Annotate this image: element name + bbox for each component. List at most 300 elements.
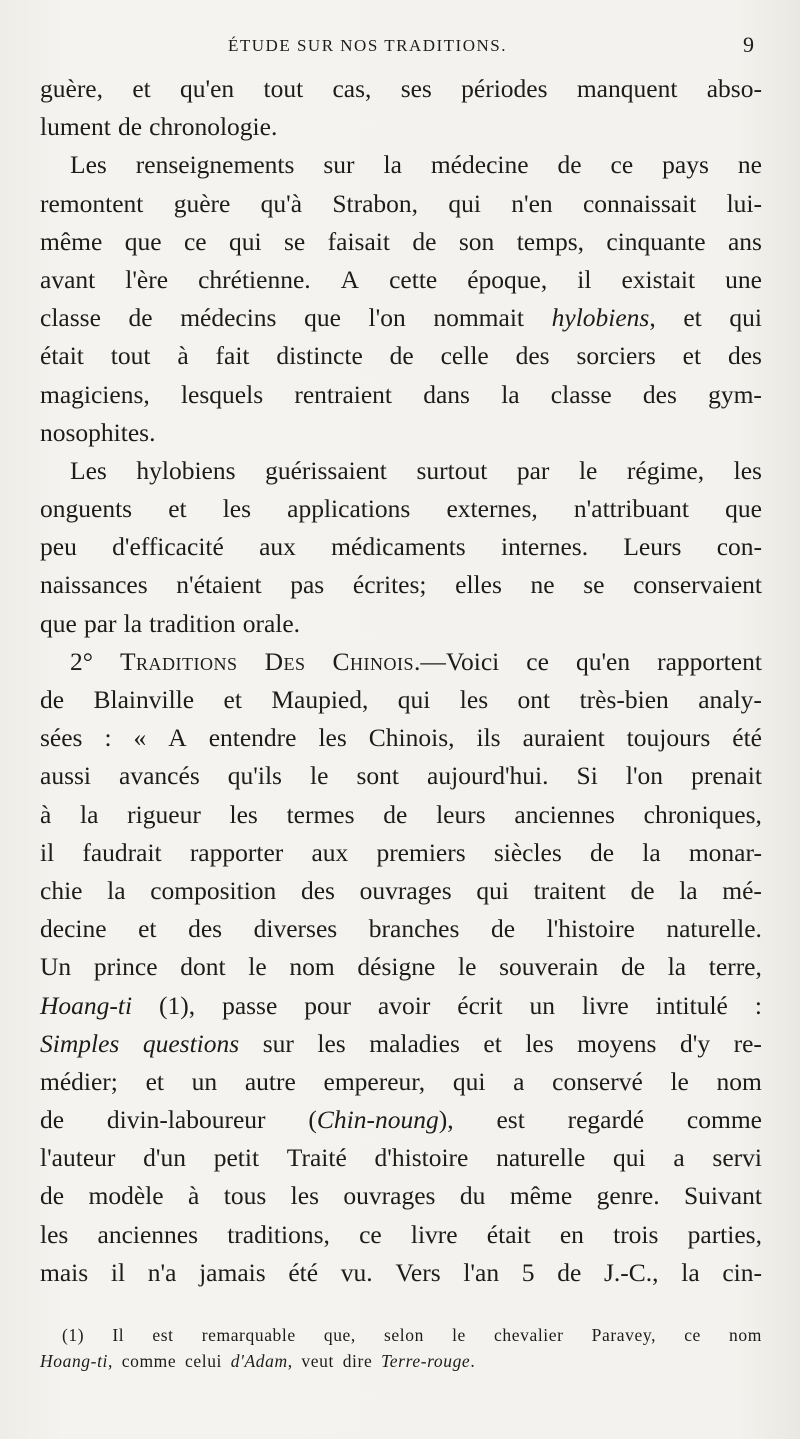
word: Terre-rouge. xyxy=(381,1351,476,1371)
word: de xyxy=(383,799,408,829)
word: qu'en xyxy=(575,646,631,676)
word: qui xyxy=(397,685,431,714)
word: A xyxy=(168,723,187,753)
word: comme xyxy=(686,1105,762,1135)
word: livre xyxy=(581,990,629,1020)
word: Suivant xyxy=(684,1181,762,1211)
word: souverain xyxy=(499,952,599,982)
word: classe xyxy=(40,303,101,333)
word: la xyxy=(681,1257,700,1287)
word: sorciers xyxy=(576,341,656,371)
word: la xyxy=(679,875,698,905)
word: servi xyxy=(712,1143,762,1173)
word: ce xyxy=(183,226,207,256)
word: qui xyxy=(229,226,262,256)
word: la xyxy=(642,837,661,867)
word: de xyxy=(620,952,646,982)
word: traitent xyxy=(533,875,606,905)
word: cas, xyxy=(332,74,372,103)
word: n'étaient xyxy=(176,570,262,600)
word: mais xyxy=(40,1257,89,1287)
word: dont xyxy=(180,952,226,982)
text-line xyxy=(40,108,762,146)
word: surtout xyxy=(416,455,488,485)
word: de xyxy=(630,875,655,905)
word: premiers xyxy=(376,837,466,867)
page-number: 9 xyxy=(743,32,754,57)
word: hylobiens, xyxy=(551,303,656,333)
word: les xyxy=(525,1028,554,1058)
word: aussi xyxy=(40,761,91,791)
text-line xyxy=(40,1063,762,1101)
word: de xyxy=(389,341,414,371)
word: branches xyxy=(368,914,460,944)
text-line xyxy=(40,337,762,375)
word: un xyxy=(191,1066,218,1096)
text-line xyxy=(40,1177,762,1215)
word: des xyxy=(642,379,677,409)
word: anciennes xyxy=(97,1219,199,1249)
word: tout xyxy=(263,74,304,103)
footnote xyxy=(40,1322,762,1374)
word: ce xyxy=(610,150,634,180)
word: trois xyxy=(613,1219,659,1249)
word: peu xyxy=(40,532,77,562)
word: internes. xyxy=(500,532,589,562)
text-line xyxy=(40,1025,762,1063)
word: faudrait xyxy=(82,837,162,867)
word: monar- xyxy=(688,837,762,867)
word: que, xyxy=(323,1325,356,1345)
word: les xyxy=(317,1028,346,1058)
word: une xyxy=(725,264,762,294)
word: ne xyxy=(737,150,762,180)
word: par xyxy=(516,455,550,485)
word: en xyxy=(559,1219,584,1249)
word: nom xyxy=(289,952,335,982)
word: naturelle. xyxy=(666,914,762,944)
word: des xyxy=(727,341,762,371)
word: decine xyxy=(40,914,107,944)
word: que xyxy=(304,303,341,333)
word: terre, xyxy=(708,952,762,982)
word: toujours xyxy=(626,723,711,753)
word: aux xyxy=(311,837,349,867)
word: est xyxy=(152,1325,174,1345)
word: Simples xyxy=(40,1028,120,1058)
text-line xyxy=(40,834,762,872)
word: et xyxy=(483,1028,502,1058)
word: petit xyxy=(213,1143,260,1173)
word: de xyxy=(128,303,153,333)
word: qui xyxy=(613,1143,646,1173)
word: régime, xyxy=(626,455,705,485)
word: 5 xyxy=(521,1257,535,1287)
word: analy- xyxy=(698,685,762,714)
word: abso- xyxy=(706,74,762,103)
word: que xyxy=(124,226,162,256)
text-line xyxy=(40,948,762,986)
word: prenait xyxy=(691,761,762,791)
word: sées xyxy=(40,723,83,753)
word: la xyxy=(501,379,520,409)
word: cette xyxy=(389,264,438,294)
word: cinquante xyxy=(606,226,706,256)
word: moyens xyxy=(577,1028,657,1058)
word: l'on xyxy=(368,303,406,333)
word: Il xyxy=(112,1325,125,1345)
text-line xyxy=(40,528,762,566)
word: Leurs xyxy=(623,532,682,562)
text-line xyxy=(40,796,762,834)
word: qui xyxy=(452,1066,486,1096)
word: été xyxy=(732,723,762,753)
word: écrit xyxy=(457,990,503,1020)
word: A xyxy=(340,264,360,294)
footnote-line xyxy=(40,1322,762,1348)
word: chronologie. xyxy=(149,112,278,142)
word: ouvrages xyxy=(343,1181,436,1211)
word: leurs xyxy=(436,799,486,829)
word: parties, xyxy=(687,1219,762,1249)
word: été xyxy=(288,1257,319,1287)
word: elles xyxy=(455,570,502,600)
word: l'auteur xyxy=(40,1143,116,1173)
word: de xyxy=(117,112,143,142)
word: par xyxy=(83,608,117,638)
word: Chinois, xyxy=(368,723,455,753)
word: tradition xyxy=(149,608,236,638)
word: de xyxy=(589,837,615,867)
word: conservaient xyxy=(633,570,762,600)
word: le xyxy=(458,952,477,982)
word: entendre xyxy=(208,723,297,753)
word: orale. xyxy=(242,608,301,638)
word: se xyxy=(284,226,306,256)
word: le xyxy=(670,1066,689,1096)
word: qu'en xyxy=(180,74,235,103)
word: traditions, xyxy=(227,1219,330,1249)
word: veut xyxy=(301,1351,334,1371)
word: n'attribuant xyxy=(573,494,689,524)
word: sont xyxy=(356,761,399,791)
word: et xyxy=(168,494,187,524)
word: Les xyxy=(70,150,107,180)
word: ce xyxy=(359,1219,382,1249)
word: pas xyxy=(290,570,325,600)
word: questions xyxy=(142,1028,240,1058)
word: nosophites. xyxy=(40,417,156,447)
word: cin- xyxy=(722,1257,762,1287)
word: Maupied, xyxy=(271,685,369,714)
word: dans xyxy=(423,379,470,409)
word: rentraient xyxy=(294,379,393,409)
word: de xyxy=(490,914,516,944)
word: « xyxy=(133,723,147,753)
word: Si xyxy=(576,761,598,791)
word: a xyxy=(513,1066,525,1096)
word: était xyxy=(486,1219,531,1249)
word: Les xyxy=(70,455,107,485)
word: tout xyxy=(110,341,151,371)
word: lesquels xyxy=(180,379,264,409)
word: qui xyxy=(448,188,481,218)
word: sur xyxy=(323,150,355,180)
word: les xyxy=(733,455,762,485)
body-text xyxy=(40,70,762,1292)
word: mé- xyxy=(722,875,762,905)
word: ont xyxy=(517,685,551,714)
word: n'a xyxy=(147,1257,177,1287)
word: ses xyxy=(400,74,432,103)
word: : xyxy=(104,723,112,753)
word: con- xyxy=(716,532,762,562)
text-line xyxy=(40,376,762,414)
footnote-line xyxy=(40,1348,762,1374)
word: médier; xyxy=(40,1066,118,1096)
word: modèle xyxy=(88,1181,164,1211)
word: manquent xyxy=(576,74,678,103)
word: celui xyxy=(185,1351,223,1371)
word: les xyxy=(222,494,252,524)
word: J.-C., xyxy=(603,1257,659,1287)
word: que xyxy=(725,494,762,524)
word: qu'ils xyxy=(227,761,282,791)
word: dire xyxy=(342,1351,373,1371)
text-line xyxy=(40,605,762,643)
text-line xyxy=(40,757,762,795)
word: guère xyxy=(173,188,231,218)
running-head xyxy=(0,32,800,64)
word: des xyxy=(515,341,550,371)
text-line xyxy=(40,1101,762,1139)
text-line xyxy=(40,566,762,604)
word: de xyxy=(557,1257,582,1287)
word: ils xyxy=(476,723,501,753)
word: même xyxy=(509,1181,573,1211)
word: nom xyxy=(716,1066,762,1096)
word: l'ère xyxy=(125,264,169,294)
word: livre xyxy=(410,1219,458,1249)
word: empereur, xyxy=(323,1066,426,1096)
word: et xyxy=(683,303,702,333)
text-line xyxy=(40,185,762,223)
word: fait xyxy=(215,341,250,371)
word: pour xyxy=(304,990,351,1020)
text-line xyxy=(40,299,762,337)
text-line xyxy=(40,643,762,681)
word: ne xyxy=(530,570,555,600)
text-line xyxy=(40,414,762,452)
word: gym- xyxy=(708,379,762,409)
word: aux xyxy=(259,532,296,562)
text-line xyxy=(40,223,762,261)
word: Chinois.—Voici xyxy=(332,646,500,676)
word: ce xyxy=(526,646,549,676)
word: des xyxy=(188,914,223,944)
word: qui xyxy=(476,875,509,905)
word: vu. xyxy=(340,1257,373,1287)
word: est xyxy=(496,1105,525,1135)
word: chevalier xyxy=(494,1325,564,1345)
word: et xyxy=(132,74,151,103)
word: naissances xyxy=(40,570,148,600)
word: le xyxy=(452,1325,466,1345)
word: de xyxy=(557,150,582,180)
word: d'y xyxy=(680,1028,711,1058)
word: genre. xyxy=(596,1181,660,1211)
word: de xyxy=(40,685,65,714)
word: avoir xyxy=(377,990,431,1020)
word: Blainville xyxy=(93,685,195,714)
word: rapportent xyxy=(657,646,762,676)
word: le xyxy=(248,952,267,982)
word: jamais xyxy=(199,1257,266,1287)
word: aujourd'hui. xyxy=(427,761,549,791)
word: de xyxy=(40,1105,65,1135)
word: son xyxy=(458,226,495,256)
word: distincte xyxy=(276,341,363,371)
word: Des xyxy=(264,646,306,676)
word: auraient xyxy=(522,723,605,753)
word: onguents xyxy=(40,494,133,524)
word: le xyxy=(578,455,598,485)
word: : xyxy=(754,990,762,1020)
word: d'Adam, xyxy=(230,1351,293,1371)
word: Paravey, xyxy=(591,1325,657,1345)
word: composition xyxy=(150,875,277,905)
word: les xyxy=(40,1219,69,1249)
word: re- xyxy=(733,1028,762,1058)
word: d'efficacité xyxy=(112,532,224,562)
word: se xyxy=(583,570,605,600)
word: la xyxy=(80,799,99,829)
word: les xyxy=(229,799,258,829)
text-line xyxy=(40,452,762,490)
word: l'an xyxy=(463,1257,500,1287)
word: prince xyxy=(93,952,158,982)
word: regardé xyxy=(567,1105,645,1135)
word: avant xyxy=(40,264,96,294)
word: désigne xyxy=(357,952,436,982)
word: (1) xyxy=(62,1325,85,1345)
word: Traité xyxy=(286,1143,347,1173)
word: chroniques, xyxy=(643,799,762,829)
text-line xyxy=(40,910,762,948)
text-line xyxy=(40,987,762,1025)
word: il xyxy=(110,1257,126,1287)
word: temps, xyxy=(516,226,584,256)
word: (1), xyxy=(159,990,196,1020)
word: qui xyxy=(729,303,762,333)
word: conservé xyxy=(552,1066,643,1096)
word: il xyxy=(577,264,592,294)
word: siècles xyxy=(493,837,562,867)
word: diverses xyxy=(253,914,338,944)
word: remarquable xyxy=(201,1325,296,1345)
word: et xyxy=(223,685,242,714)
word: rigueur xyxy=(127,799,201,829)
word: a xyxy=(673,1143,685,1173)
word: externes, xyxy=(446,494,538,524)
word: Un xyxy=(40,952,72,982)
word: les xyxy=(318,723,347,753)
word: applications xyxy=(287,494,411,524)
word: à xyxy=(177,341,189,371)
text-line xyxy=(40,719,762,757)
word: guérissaient xyxy=(265,455,387,485)
word: selon xyxy=(384,1325,424,1345)
word: ce xyxy=(684,1325,701,1345)
word: époque, xyxy=(467,264,548,294)
word: termes xyxy=(286,799,355,829)
word: comme xyxy=(121,1351,177,1371)
text-line xyxy=(40,1216,762,1254)
word: d'histoire xyxy=(374,1143,469,1173)
text-line xyxy=(40,146,762,184)
word: ans xyxy=(727,226,762,256)
word: naturelle xyxy=(496,1143,586,1173)
word: la xyxy=(123,608,143,638)
text-line xyxy=(40,1139,762,1177)
word: périodes xyxy=(461,74,548,103)
word: passe xyxy=(222,990,278,1020)
word: du xyxy=(459,1181,486,1211)
word: (Chin-noung), xyxy=(308,1105,454,1135)
word: de xyxy=(40,1181,65,1211)
word: n'en xyxy=(511,188,553,218)
word: médicaments xyxy=(331,532,466,562)
word: écrites; xyxy=(352,570,427,600)
word: tous xyxy=(223,1181,267,1211)
word: que xyxy=(40,608,77,638)
word: et xyxy=(145,1066,164,1096)
word: et xyxy=(682,341,702,371)
word: chie xyxy=(40,875,83,905)
word: à xyxy=(187,1181,200,1211)
text-line xyxy=(40,681,762,719)
word: des xyxy=(300,875,335,905)
word: même xyxy=(40,226,103,256)
word: et xyxy=(138,914,157,944)
word: magiciens, xyxy=(40,379,150,409)
word: la xyxy=(383,150,402,180)
word: très-bien xyxy=(579,685,669,714)
word: intitulé xyxy=(655,990,728,1020)
word: guère, xyxy=(40,74,104,103)
word: la xyxy=(107,875,126,905)
word: à xyxy=(40,799,52,829)
running-head-title: ÉTUDE SUR NOS TRADITIONS. xyxy=(228,36,507,55)
text-line xyxy=(40,490,762,528)
word: médecine xyxy=(430,150,529,180)
text-line xyxy=(40,70,762,108)
text-line xyxy=(40,261,762,299)
word: la xyxy=(667,952,687,982)
word: l'on xyxy=(625,761,664,791)
word: médecins xyxy=(180,303,277,333)
word: faisait xyxy=(327,226,390,256)
word: il xyxy=(40,837,55,867)
word: Vers xyxy=(395,1257,441,1287)
word: qu'à xyxy=(260,188,303,218)
word: les xyxy=(290,1181,319,1211)
word: était xyxy=(40,341,84,371)
word: autre xyxy=(244,1066,296,1096)
word: rapporter xyxy=(189,837,284,867)
word: divin-laboureur xyxy=(106,1105,266,1135)
word: celle xyxy=(440,341,489,371)
